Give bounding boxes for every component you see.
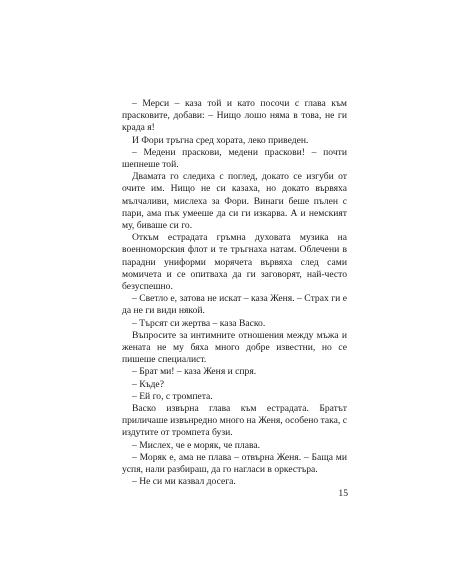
paragraph: – Светло е, затова не искат – каза Женя. – Страх ги е да не ги види някой. — [122, 293, 347, 317]
paragraph: – Мерси – каза той и като посочи с глава към прасковите, добави: – Нищо лошо няма в това, не ги крада я! — [122, 98, 347, 134]
paragraph: – Търсят си жертва – каза Васко. — [132, 317, 266, 329]
paragraph: И Фори тръгна сред хората, леко приведен. — [132, 134, 309, 146]
paragraph: – Ей го, с тромпета. — [132, 390, 213, 402]
paragraph: Двамата го следиха с поглед, докато се изгуби от очите им. Нищо не си казаха, но докато вървяха мълчаливи, мислеха за Фори. Винаги беше пълен с пари, ама пък умееше да си ги изкарва. А и немският му, биваше си го. — [122, 171, 347, 232]
paragraph: Въпросите за интимните отношения между мъжа и жената не му бяха много добре известни, но се пишеше специалист. — [122, 329, 347, 366]
paragraph: – Не си ми казвал досега. — [132, 476, 236, 488]
paragraph: – Моряк е, ама не плава – отвърна Женя. – Баща ми успя, нали разбираш, да го нагласи в оркестъра. — [122, 451, 347, 476]
page-number: 15 — [338, 488, 348, 499]
body-text — [122, 98, 347, 489]
paragraph: – Къде? — [132, 378, 164, 390]
paragraph: – Брат ми! – каза Женя и спря. — [132, 366, 257, 378]
paragraph: – Мислех, че е моряк, че плава. — [132, 439, 261, 451]
paragraph: – Медени праскови, медени праскови! – почти шепнеше той. — [122, 146, 347, 171]
paragraph: Откъм естрадата гръмна духовата музика на военноморския флот и те тръгнаха натам. Облечени в парадни униформи морячета вървяха след сами момичета и се опитваха да ги заговорят, най-често безуспешно. — [122, 232, 347, 293]
paragraph: Васко извърна глава към естрадата. Братът приличаше извънредно много на Женя, особено така, с издутите от тромпета бузи. — [122, 403, 347, 439]
